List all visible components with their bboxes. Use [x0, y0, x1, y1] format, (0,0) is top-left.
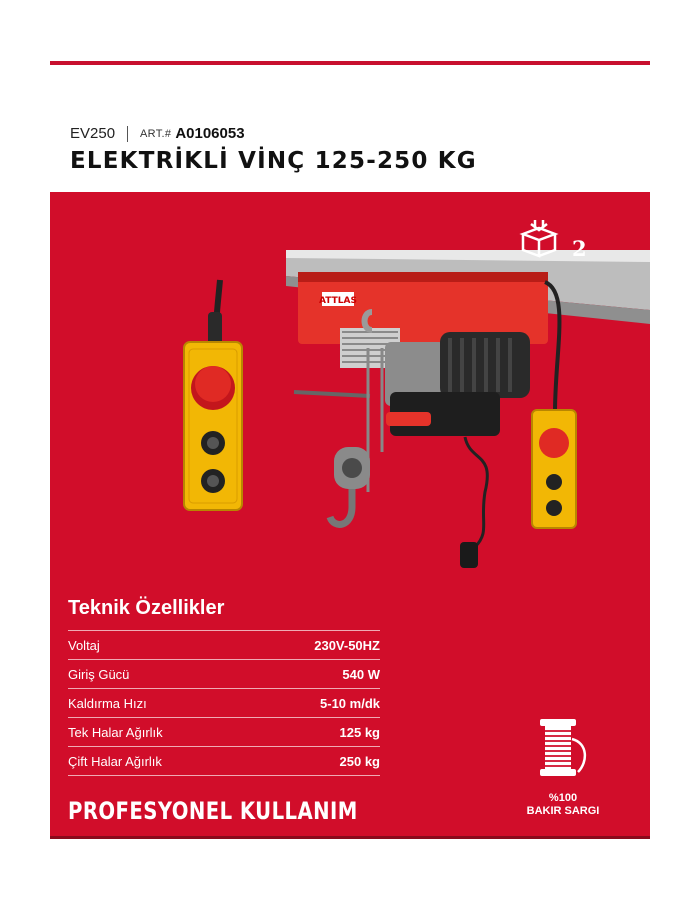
spec-value: 5-10 m/dk: [252, 689, 380, 718]
power-cable: [465, 437, 487, 547]
table-row: [68, 718, 380, 747]
hoist-body: [298, 272, 548, 436]
table-row: [68, 689, 380, 718]
model-separator: [127, 126, 128, 142]
lower-hook-block: [330, 447, 370, 524]
spec-value: 125 kg: [252, 718, 380, 747]
copper-percent: %100: [548, 792, 578, 804]
power-plug: [460, 542, 478, 568]
spec-label: Tek Halar Ağırlık: [68, 718, 252, 747]
table-row: [68, 660, 380, 689]
panel-bottom-edge: [50, 836, 650, 839]
top-divider: [50, 61, 650, 65]
spec-value: 540 W: [252, 660, 380, 689]
product-title: ELEKTRİKLİ VİNÇ 125-250 KG: [70, 148, 477, 174]
table-row: [68, 631, 380, 660]
spec-label: Çift Halar Ağırlık: [68, 747, 252, 776]
copper-spool-icon: [532, 717, 592, 782]
right-pendant-control: [532, 410, 576, 528]
package-count: 2: [572, 236, 587, 261]
spec-value: 230V-50HZ: [252, 631, 380, 660]
specs-heading: Teknik Özellikler: [68, 597, 225, 619]
article-code: A0106053: [175, 125, 245, 142]
model-line: [70, 125, 650, 142]
copper-winding-badge: [508, 792, 618, 818]
left-pendant-control: [184, 342, 242, 510]
red-product-panel: [50, 192, 650, 838]
article-label: ART.#: [140, 127, 172, 140]
specs-table: [68, 630, 380, 776]
spec-value: 250 kg: [252, 747, 380, 776]
swing-arm: [294, 392, 370, 396]
product-header: [70, 125, 650, 174]
brand-logo: ATTLAS: [319, 296, 357, 306]
model-number: EV250: [70, 125, 116, 142]
table-row: [68, 747, 380, 776]
spec-label: Kaldırma Hızı: [68, 689, 252, 718]
copper-label: BAKIR SARGI: [526, 805, 600, 817]
spec-label: Voltaj: [68, 631, 252, 660]
spec-label: Giriş Gücü: [68, 660, 252, 689]
package-box-icon: [517, 218, 561, 258]
hoist-rope: [368, 348, 382, 492]
professional-use-label: PROFESYONEL KULLANIM: [68, 797, 358, 825]
